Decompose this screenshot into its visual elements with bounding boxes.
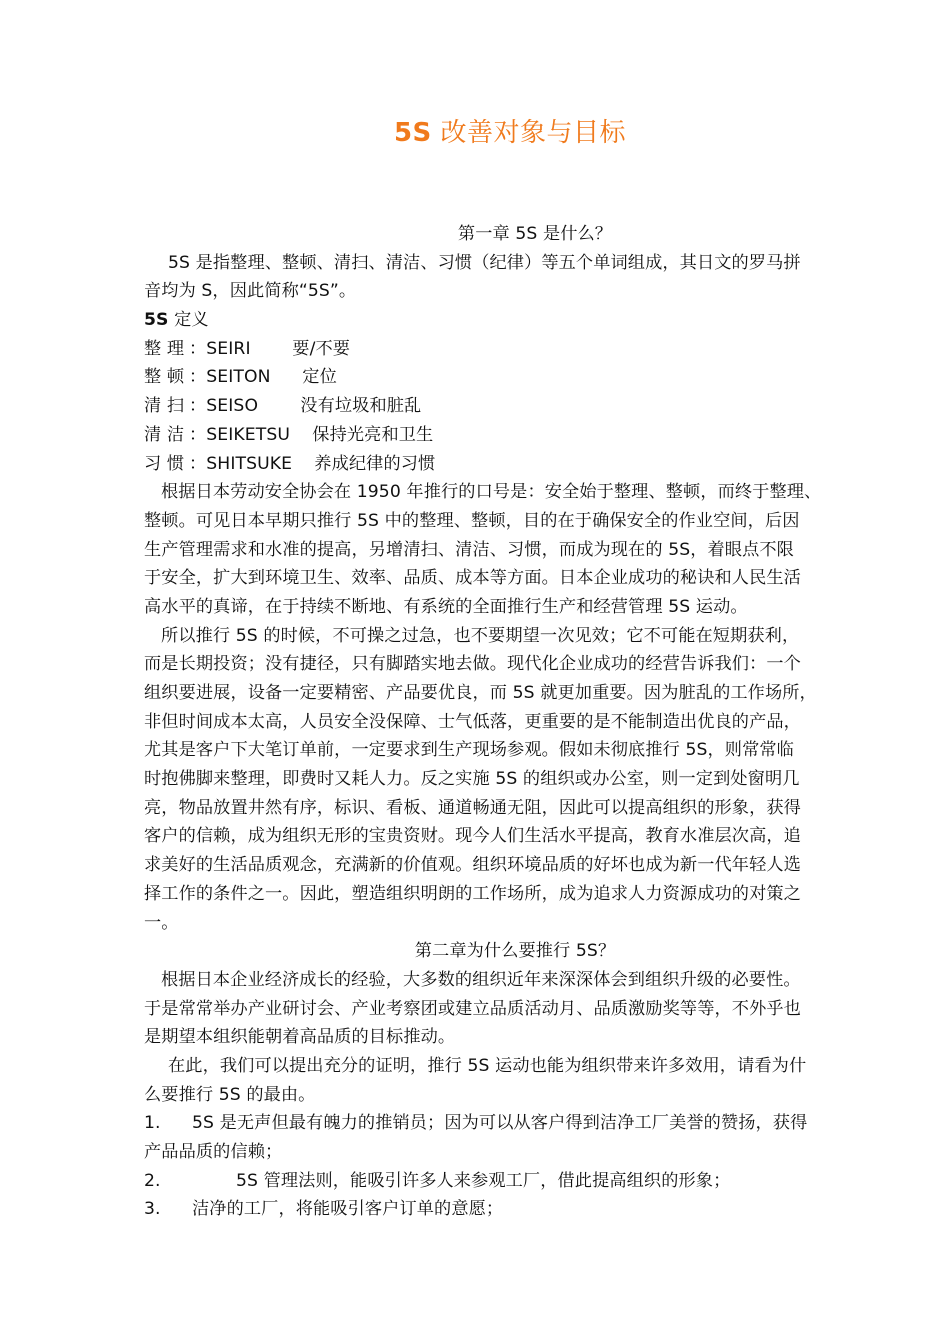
paragraph-line: 组织要进展，设备一定要精密、产品要优良，而 5S 就更加重要。因为脏乱的工作场所，: [144, 683, 817, 703]
definition-term: 习 惯: [144, 453, 185, 474]
definition-row: [144, 363, 886, 392]
list-item: [144, 1109, 886, 1138]
definition-meaning: 定位: [302, 367, 337, 388]
paragraph-line: 么要推行 5S 的最由。: [144, 1084, 316, 1105]
paragraph-line: 求美好的生活品质观念，充满新的价值观。组织环境品质的好坏也成为新一代年轻人选: [144, 855, 801, 876]
definition-meaning: 没有垃圾和脏乱: [300, 396, 422, 417]
paragraph-line: 于安全，扩大到环境卫生、效率、品质、成本等方面。日本企业成功的秘诀和人民生活: [144, 568, 801, 589]
chapter-1-heading: 第一章 5S 是什么？: [457, 224, 613, 244]
paragraph-line: 于是常常举办产业研讨会、产业考察团或建立品质活动月、品质激励奖等等，不外乎也: [144, 998, 801, 1019]
definition-heading: [144, 306, 886, 335]
paragraph-line: 亮，物品放置井然有序，标识、看板、通道畅通无阻，因此可以提高组织的形象，获得: [144, 797, 801, 818]
list-number: 2.: [144, 1170, 161, 1191]
paragraph-line: 根据日本企业经济成长的经验，大多数的组织近年来深深体会到组织升级的必要性。: [161, 969, 801, 990]
definition-romaji: SEIRI: [206, 338, 251, 359]
definition-colon: ：: [189, 367, 207, 388]
definition-heading-text: 定义: [168, 310, 209, 331]
paragraph-line: 非但时间成本太高，人员安全没保障、士气低落，更重要的是不能制造出优良的产品，: [144, 711, 801, 732]
paragraph-line: 客户的信赖，成为组织无形的宝贵资财。现今人们生活水平提高，教育水准层次高，追: [144, 826, 801, 847]
paragraph-line: 高水平的真谛，在于持续不断地、有系统的全面推行生产和经营管理 5S 运动。: [144, 596, 748, 617]
definition-colon: ：: [189, 453, 207, 474]
title-text: 改善对象与目标: [431, 118, 627, 148]
definition-romaji: SEITON: [206, 367, 271, 388]
document-title: [0, 112, 950, 149]
intro-line: 音均为 S，因此简称“5S”。: [144, 281, 357, 302]
definition-colon: ：: [189, 424, 207, 445]
paragraph-line: 择工作的条件之一。因此，塑造组织明朗的工作场所，成为追求人力资源成功的对策之: [144, 883, 801, 904]
definition-romaji: SHITSUKE: [206, 453, 293, 474]
definition-romaji: SEISO: [206, 396, 259, 417]
list-text: 5S 管理法则，能吸引许多人来参观工厂，借此提高组织的形象；: [236, 1170, 731, 1191]
definition-row: [144, 392, 886, 421]
paragraph-line: 整顿。可见日本早期只推行 5S 中的整理、整顿，目的在于确保安全的作业空间，后因: [144, 510, 800, 531]
paragraph-line: 根据日本劳动安全协会在 1950 年推行的口号是：安全始于整理、整顿，而终于整理、: [161, 482, 822, 503]
chapter-2-heading: 第二章为什么要推行 5S？: [414, 941, 616, 962]
definition-term: 整 顿: [144, 367, 185, 388]
paragraph-line: 时抱佛脚来整理，即费时又耗人力。反之实施 5S 的组织或办公室，则一定到处窗明几: [144, 769, 800, 790]
definition-colon: ：: [189, 396, 207, 417]
paragraph-line: 是期望本组织能朝着高品质的目标推动。: [144, 1027, 456, 1048]
definition-meaning: 要/不要: [292, 338, 351, 359]
definition-heading-5s: 5S: [144, 310, 169, 331]
paragraph-line: 而是长期投资；没有捷径，只有脚踏实地去做。现代化企业成功的经营告诉我们：一个: [144, 654, 801, 675]
title-5s: 5S: [393, 118, 432, 148]
document-body: [144, 220, 886, 1224]
paragraph-line: 所以推行 5S 的时候，不可操之过急，也不要期望一次见效；它不可能在短期获利，: [161, 625, 800, 646]
list-item-continuation: 产品品质的信赖；: [144, 1142, 283, 1162]
paragraph-line: 一。: [144, 912, 179, 933]
definition-term: 清 洁: [144, 424, 185, 445]
list-text: 5S 是无声但最有魄力的推销员；因为可以从客户得到洁净工厂美誉的赞扬，获得: [192, 1113, 808, 1134]
definition-meaning: 保持光亮和卫生: [312, 424, 434, 445]
list-number: 3.: [144, 1199, 161, 1220]
definition-term: 整 理: [144, 338, 185, 359]
definition-term: 清 扫: [144, 396, 185, 417]
intro-line: 5S 是指整理、整顿、清扫、清洁、习惯（纪律）等五个单词组成，其日文的罗马拼: [168, 252, 801, 273]
paragraph-line: 生产管理需求和水准的提高，另增清扫、清洁、习惯，而成为现在的 5S，着眼点不限: [144, 539, 794, 560]
definition-row: [144, 450, 886, 479]
list-item: [144, 1167, 886, 1196]
list-item: [144, 1195, 886, 1224]
list-number: 1.: [144, 1113, 161, 1134]
definition-meaning: 养成纪律的习惯: [314, 453, 436, 474]
definition-row: [144, 421, 886, 450]
list-text: 洁净的工厂，将能吸引客户订单的意愿；: [192, 1199, 504, 1220]
definition-romaji: SEIKETSU: [206, 424, 291, 445]
definition-colon: ：: [189, 338, 207, 359]
paragraph-line: 尤其是客户下大笔订单前，一定要求到生产现场参观。假如未彻底推行 5S，则常常临: [144, 740, 794, 761]
paragraph-line: 在此，我们可以提出充分的证明，推行 5S 运动也能为组织带来许多效用，请看为什: [168, 1055, 807, 1076]
definition-row: [144, 335, 886, 364]
